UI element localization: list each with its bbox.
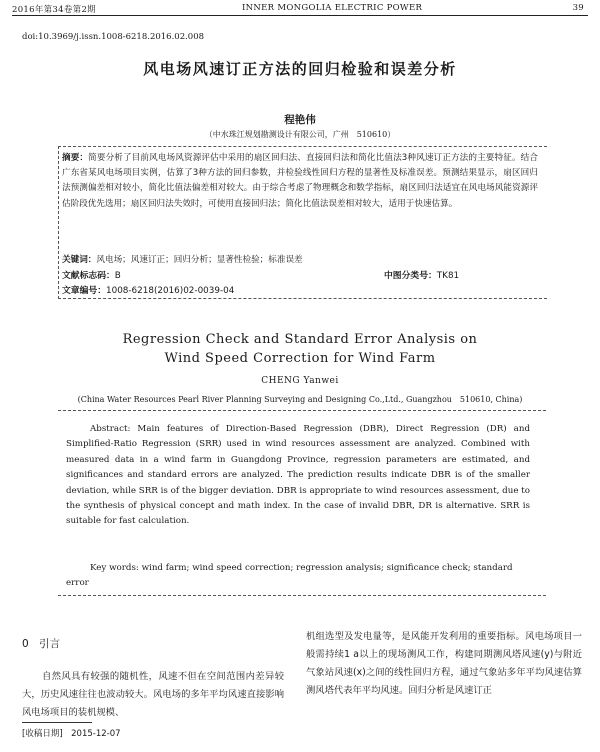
en-affiliation: (China Water Resources Pearl River Planning Surveying and Designing Co.,Ltd., Guangzhou 510610, China) (77, 395, 523, 404)
doc-code-label: 文献标志码： (62, 271, 115, 281)
journal-name: INNER MONGOLIA ELECTRIC POWER (242, 3, 423, 13)
en-abstract (66, 422, 530, 530)
en-title-line2: Wind Speed Correction for Wind Farm (164, 351, 436, 366)
en-keywords-label: Key words: (90, 563, 139, 573)
clc-code (384, 268, 459, 281)
journal-issue: 2016年第34卷第2期 (12, 5, 96, 15)
cn-abstract (62, 151, 538, 212)
doc-code-value: B (114, 271, 121, 281)
cn-abstract-label: 摘要： (62, 153, 89, 163)
doi: doi:10.3969/j.issn.1008-6218.2016.02.008 (22, 32, 205, 42)
body-text-left: 自然风具有较强的随机性，风速不但在空间范围内差异较大，历史风速往往也波动较大。风电场的多年平均风速直接影响风电场项目的装机规模、 (22, 671, 284, 718)
body-text-right: 机组选型及发电量等，是风能开发利用的重要指标。风电场项目一般需持续1 a以上的现场测风工作，构建同期测风塔风速(y)与附近气象站风速(x)之间的线性回归方程，通过气象站多年平均风速估算测风塔代表年平均风速。回归分析是风速订正 (306, 631, 582, 696)
cn-affiliation: （中水珠江规划勘测设计有限公司，广州 510610） (204, 130, 396, 139)
cn-title: 风电场风速订正方法的回归检验和误差分析 (143, 60, 457, 78)
cn-abstract-text: 简要分析了目前风电场风资源评估中采用的扇区回归法、直接回归法和简化比值法3种风速订正方法的主要特征。结合广东省某风电场项目实例，估算了3种方法的回归参数，并检验线性回归方程的显著性及标准误差。预测结果显示，扇区回归法预测偏差相对较小，简化比值法偏差相对较大。由于综合考虑了物理概念和数学指标，扇区回归法适宜在风电场风能资源评估阶段优先选用；扇区回归法失效时，可使用直接回归法；简化比值法误差相对较大，适用于快速估算。 (62, 153, 538, 209)
en-keywords-text: wind farm; wind speed correction; regression analysis; significance check; standard error (66, 563, 513, 589)
article-number (62, 283, 234, 296)
running-header (12, 2, 588, 16)
page-number: 39 (572, 3, 584, 13)
en-title (0, 330, 600, 368)
received-date-footnote: [收稿日期] 2015-12-07 (22, 729, 121, 739)
en-abstract-text: Main features of Direction-Based Regression (DBR), Direct Regression (DR) and Simplified-Ratio Regression (SRR) used in wind resources assessment are analyzed. Combined with measured data in a wind farm in Guangdong Province, regression parameters are estimated, and significances and standard errors are analyzed. The prediction results indicate DBR is of the smaller deviation, while SRR is of the bigger deviation. DBR is appropriate to wind resources assessment, due to the synthesis of physical concept and math index. In the case of invalid DBR, DR is alternative. SRR is suitable for fast calculation. (66, 424, 531, 527)
cn-author: 程艳伟 (284, 114, 316, 126)
cn-keywords-text: 风电场；风速订正；回归分析；显著性检验；标准误差 (96, 255, 303, 265)
en-abstract-label: Abstract: (90, 424, 131, 434)
section-heading: 0 引言 (22, 638, 61, 650)
cn-keywords-label: 关键词： (62, 255, 97, 265)
clc-label: 中图分类号： (384, 271, 437, 281)
doc-code (62, 268, 121, 281)
en-author: CHENG Yanwei (261, 376, 339, 386)
clc-value: TK81 (436, 271, 460, 281)
cn-keywords (62, 253, 303, 265)
article-no-value: 1008-6218(2016)02-0039-04 (106, 286, 235, 296)
article-no-label: 文章编号： (62, 286, 106, 296)
en-title-line1: Regression Check and Standard Error Analysis on (122, 332, 478, 347)
en-keywords (66, 561, 530, 592)
footnote-rule (22, 722, 92, 723)
